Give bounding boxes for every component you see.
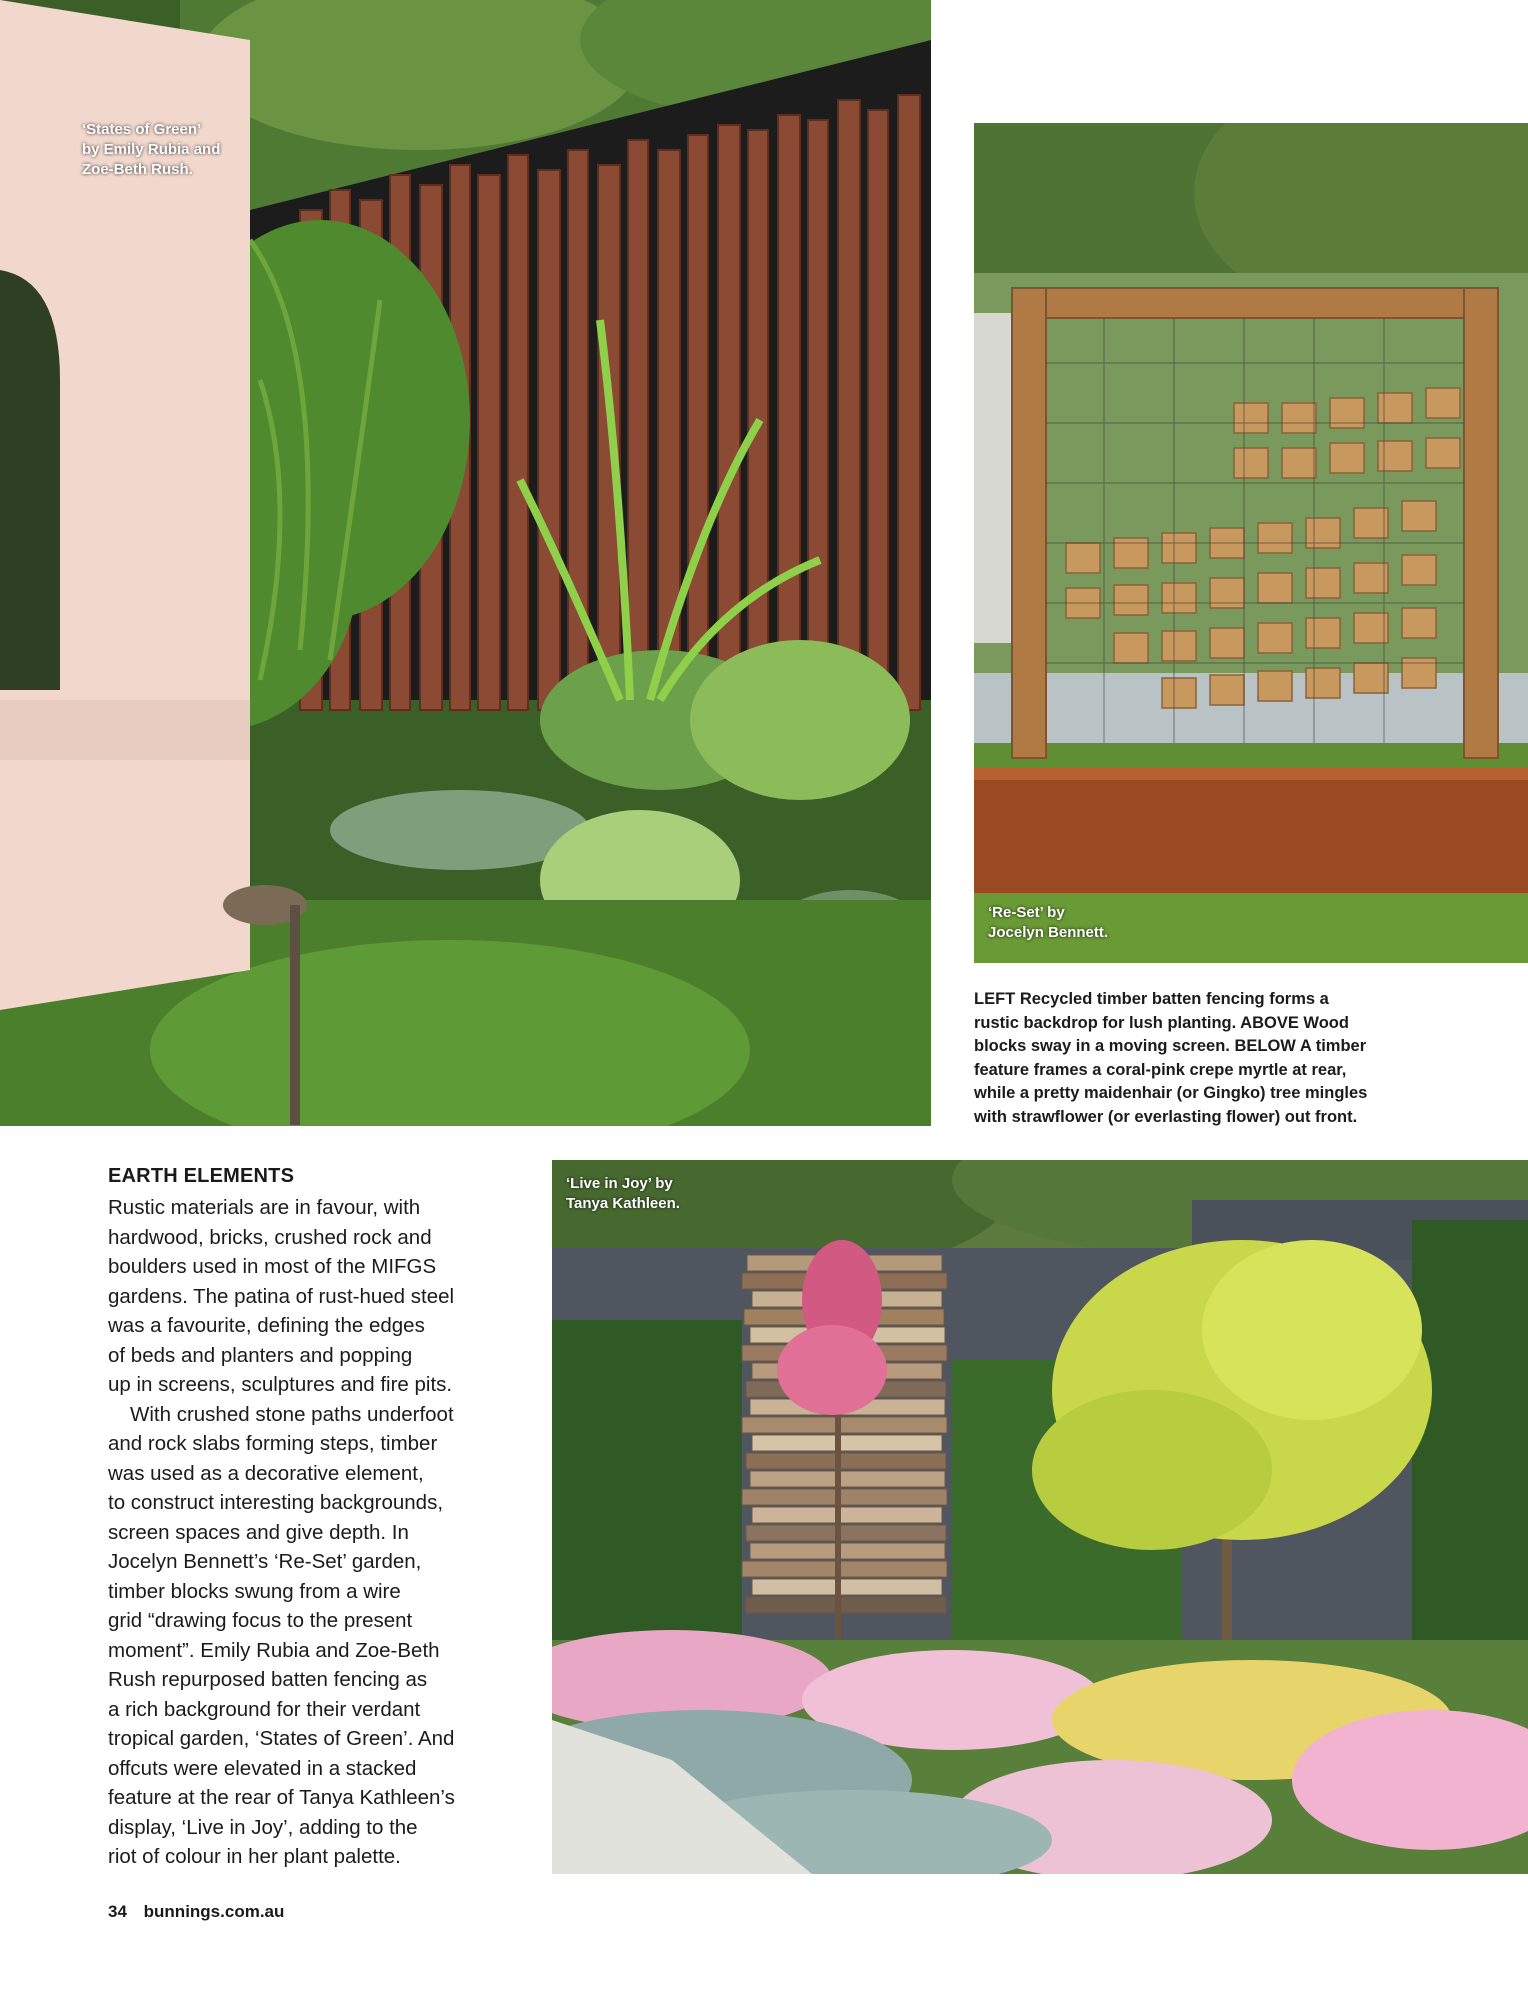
article-line: hardwood, bricks, crushed rock and: [108, 1225, 432, 1249]
article-line: was a favourite, defining the edges: [108, 1314, 425, 1337]
article-line: feature at the rear of Tanya Kathleen’s: [108, 1786, 455, 1809]
article-heading: EARTH ELEMENTS: [108, 1165, 295, 1187]
page-footer: [108, 1902, 296, 1922]
article-line: With crushed stone paths underfoot: [130, 1402, 454, 1426]
article-line: and rock slabs forming steps, timber: [108, 1432, 438, 1455]
article-line: was used as a decorative element,: [108, 1461, 424, 1485]
photo-live-in-joy-illustration: [552, 1160, 1528, 1874]
page-number: 34: [108, 1902, 127, 1921]
article-line: up in screens, sculptures and fire pits.: [108, 1373, 453, 1396]
article-line: of beds and planters and popping: [108, 1343, 413, 1367]
article-line: moment”. Emily Rubia and Zoe-Beth: [108, 1638, 440, 1662]
article-line: gardens. The patina of rust-hued steel: [108, 1284, 455, 1308]
photo-caption-live-in-joy: ‘Live in Joy’ by Tanya Kathleen.: [566, 1175, 680, 1212]
article-line: Rustic materials are in favour, with: [108, 1196, 421, 1219]
article-line: display, ‘Live in Joy’, adding to the: [108, 1815, 418, 1839]
article-line: grid “drawing focus to the present: [108, 1609, 413, 1632]
article-line: boulders used in most of the MIFGS: [108, 1255, 437, 1278]
photo-live-in-joy: [552, 1160, 1528, 1874]
article-line: screen spaces and give depth. In: [108, 1520, 409, 1544]
photo-states-of-green: [0, 0, 931, 1126]
article-line: offcuts were elevated in a stacked: [108, 1756, 417, 1780]
photo-caption-states-of-green: ‘States of Green’ by Emily Rubia and Zoe-Beth Rush.: [82, 121, 221, 178]
article-line: Rush repurposed batten fencing as: [108, 1668, 428, 1691]
article-line: tropical garden, ‘States of Green’. And: [108, 1727, 455, 1750]
photo-re-set: [974, 123, 1528, 963]
photo-caption-re-set: ‘Re-Set’ by Jocelyn Bennett.: [988, 904, 1109, 941]
photo-caption-text: LEFT Recycled timber batten fencing forms a rustic backdrop for lush planting. ABOVE Wood blocks sway in a moving screen. BELOW A timber feature frames a coral-pink crepe myrtle at rear, while a pretty maidenhair (or Gingko) tree mingles with strawflower (or everlasting flower) out front.: [974, 990, 1368, 1126]
article-line: to construct interesting backgrounds,: [108, 1491, 444, 1514]
article-line: riot of colour in her plant palette.: [108, 1845, 401, 1868]
site-url: bunnings.com.au: [143, 1902, 285, 1921]
article-line: timber blocks swung from a wire: [108, 1579, 401, 1603]
article-line: Jocelyn Bennett’s ‘Re-Set’ garden,: [108, 1550, 422, 1573]
article-earth-elements: [108, 1163, 548, 1872]
photo-re-set-illustration: [974, 123, 1528, 963]
article-body: [108, 1193, 548, 1872]
article-line: a rich background for their verdant: [108, 1697, 421, 1721]
